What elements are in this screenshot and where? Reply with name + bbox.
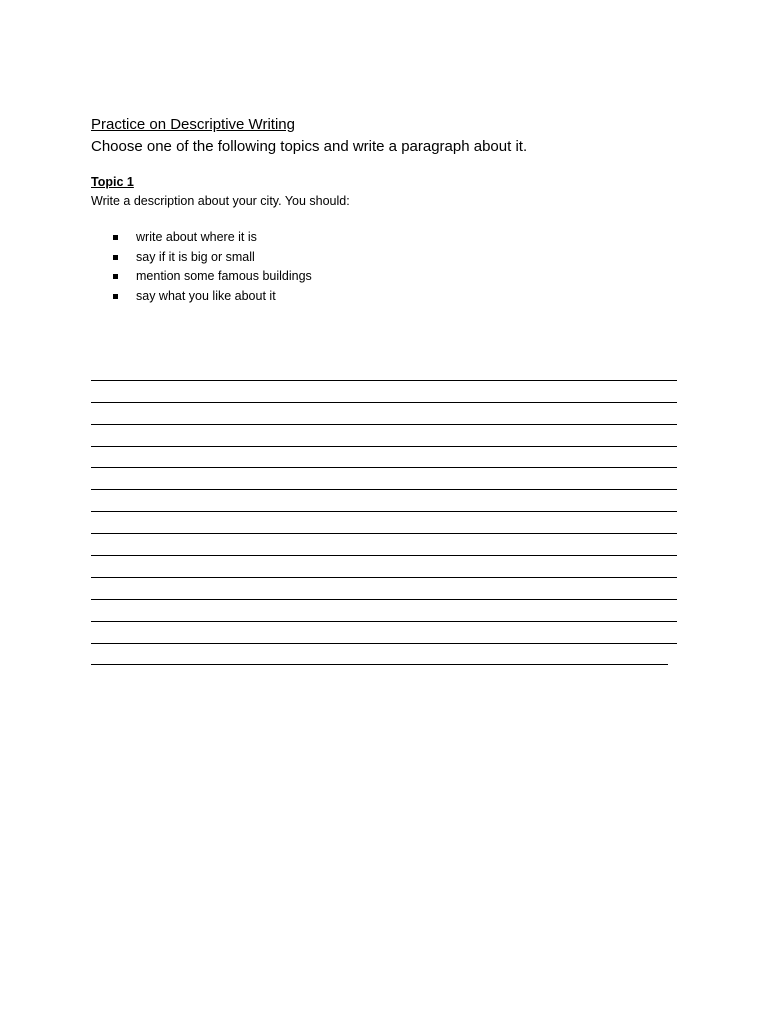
writing-line[interactable] <box>91 386 677 408</box>
topic-bullet-list <box>91 228 681 306</box>
bullet-text: write about where it is <box>136 230 257 244</box>
bullet-text: mention some famous buildings <box>136 269 312 283</box>
square-bullet-icon <box>113 235 118 240</box>
bullet-text: say if it is big or small <box>136 249 255 264</box>
square-bullet-icon <box>113 255 118 260</box>
writing-line[interactable] <box>91 561 677 583</box>
bullet-item <box>91 248 681 268</box>
writing-line-rule <box>91 555 677 556</box>
bullet-item <box>91 228 681 248</box>
worksheet-title: Practice on Descriptive Writing <box>91 116 295 133</box>
square-bullet-icon <box>113 294 118 299</box>
writing-line[interactable] <box>91 408 677 430</box>
writing-line[interactable] <box>91 495 677 517</box>
writing-line-rule <box>91 664 668 665</box>
writing-line[interactable] <box>91 430 677 452</box>
writing-line-rule <box>91 424 677 425</box>
topic-heading: Topic 1 <box>91 175 134 189</box>
writing-line-rule <box>91 446 677 447</box>
writing-line[interactable] <box>91 583 677 605</box>
writing-line-rule <box>91 380 677 381</box>
writing-line-rule <box>91 599 677 600</box>
writing-line[interactable] <box>91 649 677 671</box>
writing-line-rule <box>91 621 677 622</box>
writing-line[interactable] <box>91 452 677 474</box>
writing-line-rule <box>91 643 677 644</box>
worksheet <box>91 114 681 306</box>
writing-line-rule <box>91 402 677 403</box>
bullet-item <box>91 267 681 287</box>
writing-area[interactable] <box>91 364 677 670</box>
writing-line-rule <box>91 533 677 534</box>
writing-line[interactable] <box>91 364 677 386</box>
writing-line[interactable] <box>91 473 677 495</box>
writing-line[interactable] <box>91 627 677 649</box>
square-bullet-icon <box>113 274 118 279</box>
worksheet-instruction: Choose one of the following topics and write a paragraph about it. <box>91 138 528 155</box>
writing-line[interactable] <box>91 539 677 561</box>
bullet-item <box>91 287 681 307</box>
writing-line[interactable] <box>91 605 677 627</box>
writing-line-rule <box>91 489 677 490</box>
writing-line-rule <box>91 467 677 468</box>
writing-line-rule <box>91 511 677 512</box>
topic-prompt: Write a description about your city. You should: <box>91 194 350 208</box>
writing-line[interactable] <box>91 517 677 539</box>
writing-line-rule <box>91 577 677 578</box>
bullet-text: say what you like about it <box>136 288 276 303</box>
